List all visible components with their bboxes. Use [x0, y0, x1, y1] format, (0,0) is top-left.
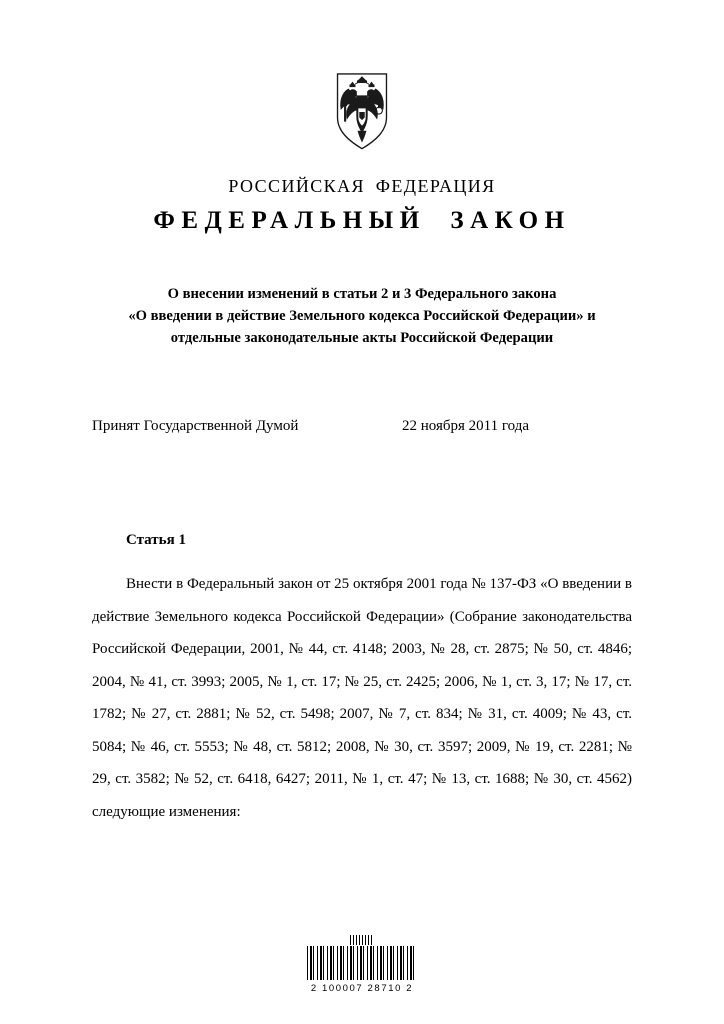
adoption-line — [92, 418, 632, 435]
country-header: РОССИЙСКАЯ ФЕДЕРАЦИЯ — [228, 176, 496, 196]
adoption-date: 22 ноября 2011 года — [402, 418, 530, 434]
document-title-line-1: О внесении изменений в статьи 2 и 3 Федерального закона — [167, 286, 557, 302]
document-title-line-3: отдельные законодательные акты Российской Федерации — [170, 330, 554, 347]
article-heading: Статья 1 — [126, 532, 186, 548]
article-body — [92, 568, 632, 828]
law-header: ФЕДЕРАЛЬНЫЙ ЗАКОН — [153, 207, 571, 234]
barcode-digits: 2 100007 28710 2 — [310, 983, 414, 994]
coat-of-arms-container — [0, 68, 724, 156]
document-title — [92, 283, 632, 350]
barcode-top-marks-icon — [350, 935, 374, 945]
barcode-icon — [307, 946, 417, 980]
document-title-line-2: «О введении в действие Земельного кодекса Российской Федерации» и — [128, 308, 596, 325]
body-paragraph: Внести в Федеральный закон от 25 октября 2001 года № 137-ФЗ «О введении в действие Земельного кодекса Российской Федерации» (Собрание законодательства Российской Федерации, 2001, № 44, ст. 4148; 2003, № 28, ст. 2875; № 50, ст. 4846; 2004, № 41, ст. 3993; 2005, № 1, ст. 17; № 25, ст. 2425; 2006, № 1, ст. 3, 17; № 17, ст. 1782; № 27, ст. 2881; № 52, ст. 5498; 2007, № 7, ст. 834; № 31, ст. 4009; № 43, ст. 5084; № 46, ст. 5553; № 48, ст. 5812; 2008, № 30, ст. 3597; 2009, № 19, ст. 2281; № 29, ст. 3582; № 52, ст. 6418, 6427; 2011, № 1, ст. 47; № 13, ст. 1688; № 30, ст. 4562) следующие изменения: — [92, 576, 632, 820]
russian-coat-of-arms-icon — [328, 68, 396, 156]
barcode-block — [0, 935, 724, 994]
adoption-label: Принят Государственной Думой — [92, 418, 299, 434]
